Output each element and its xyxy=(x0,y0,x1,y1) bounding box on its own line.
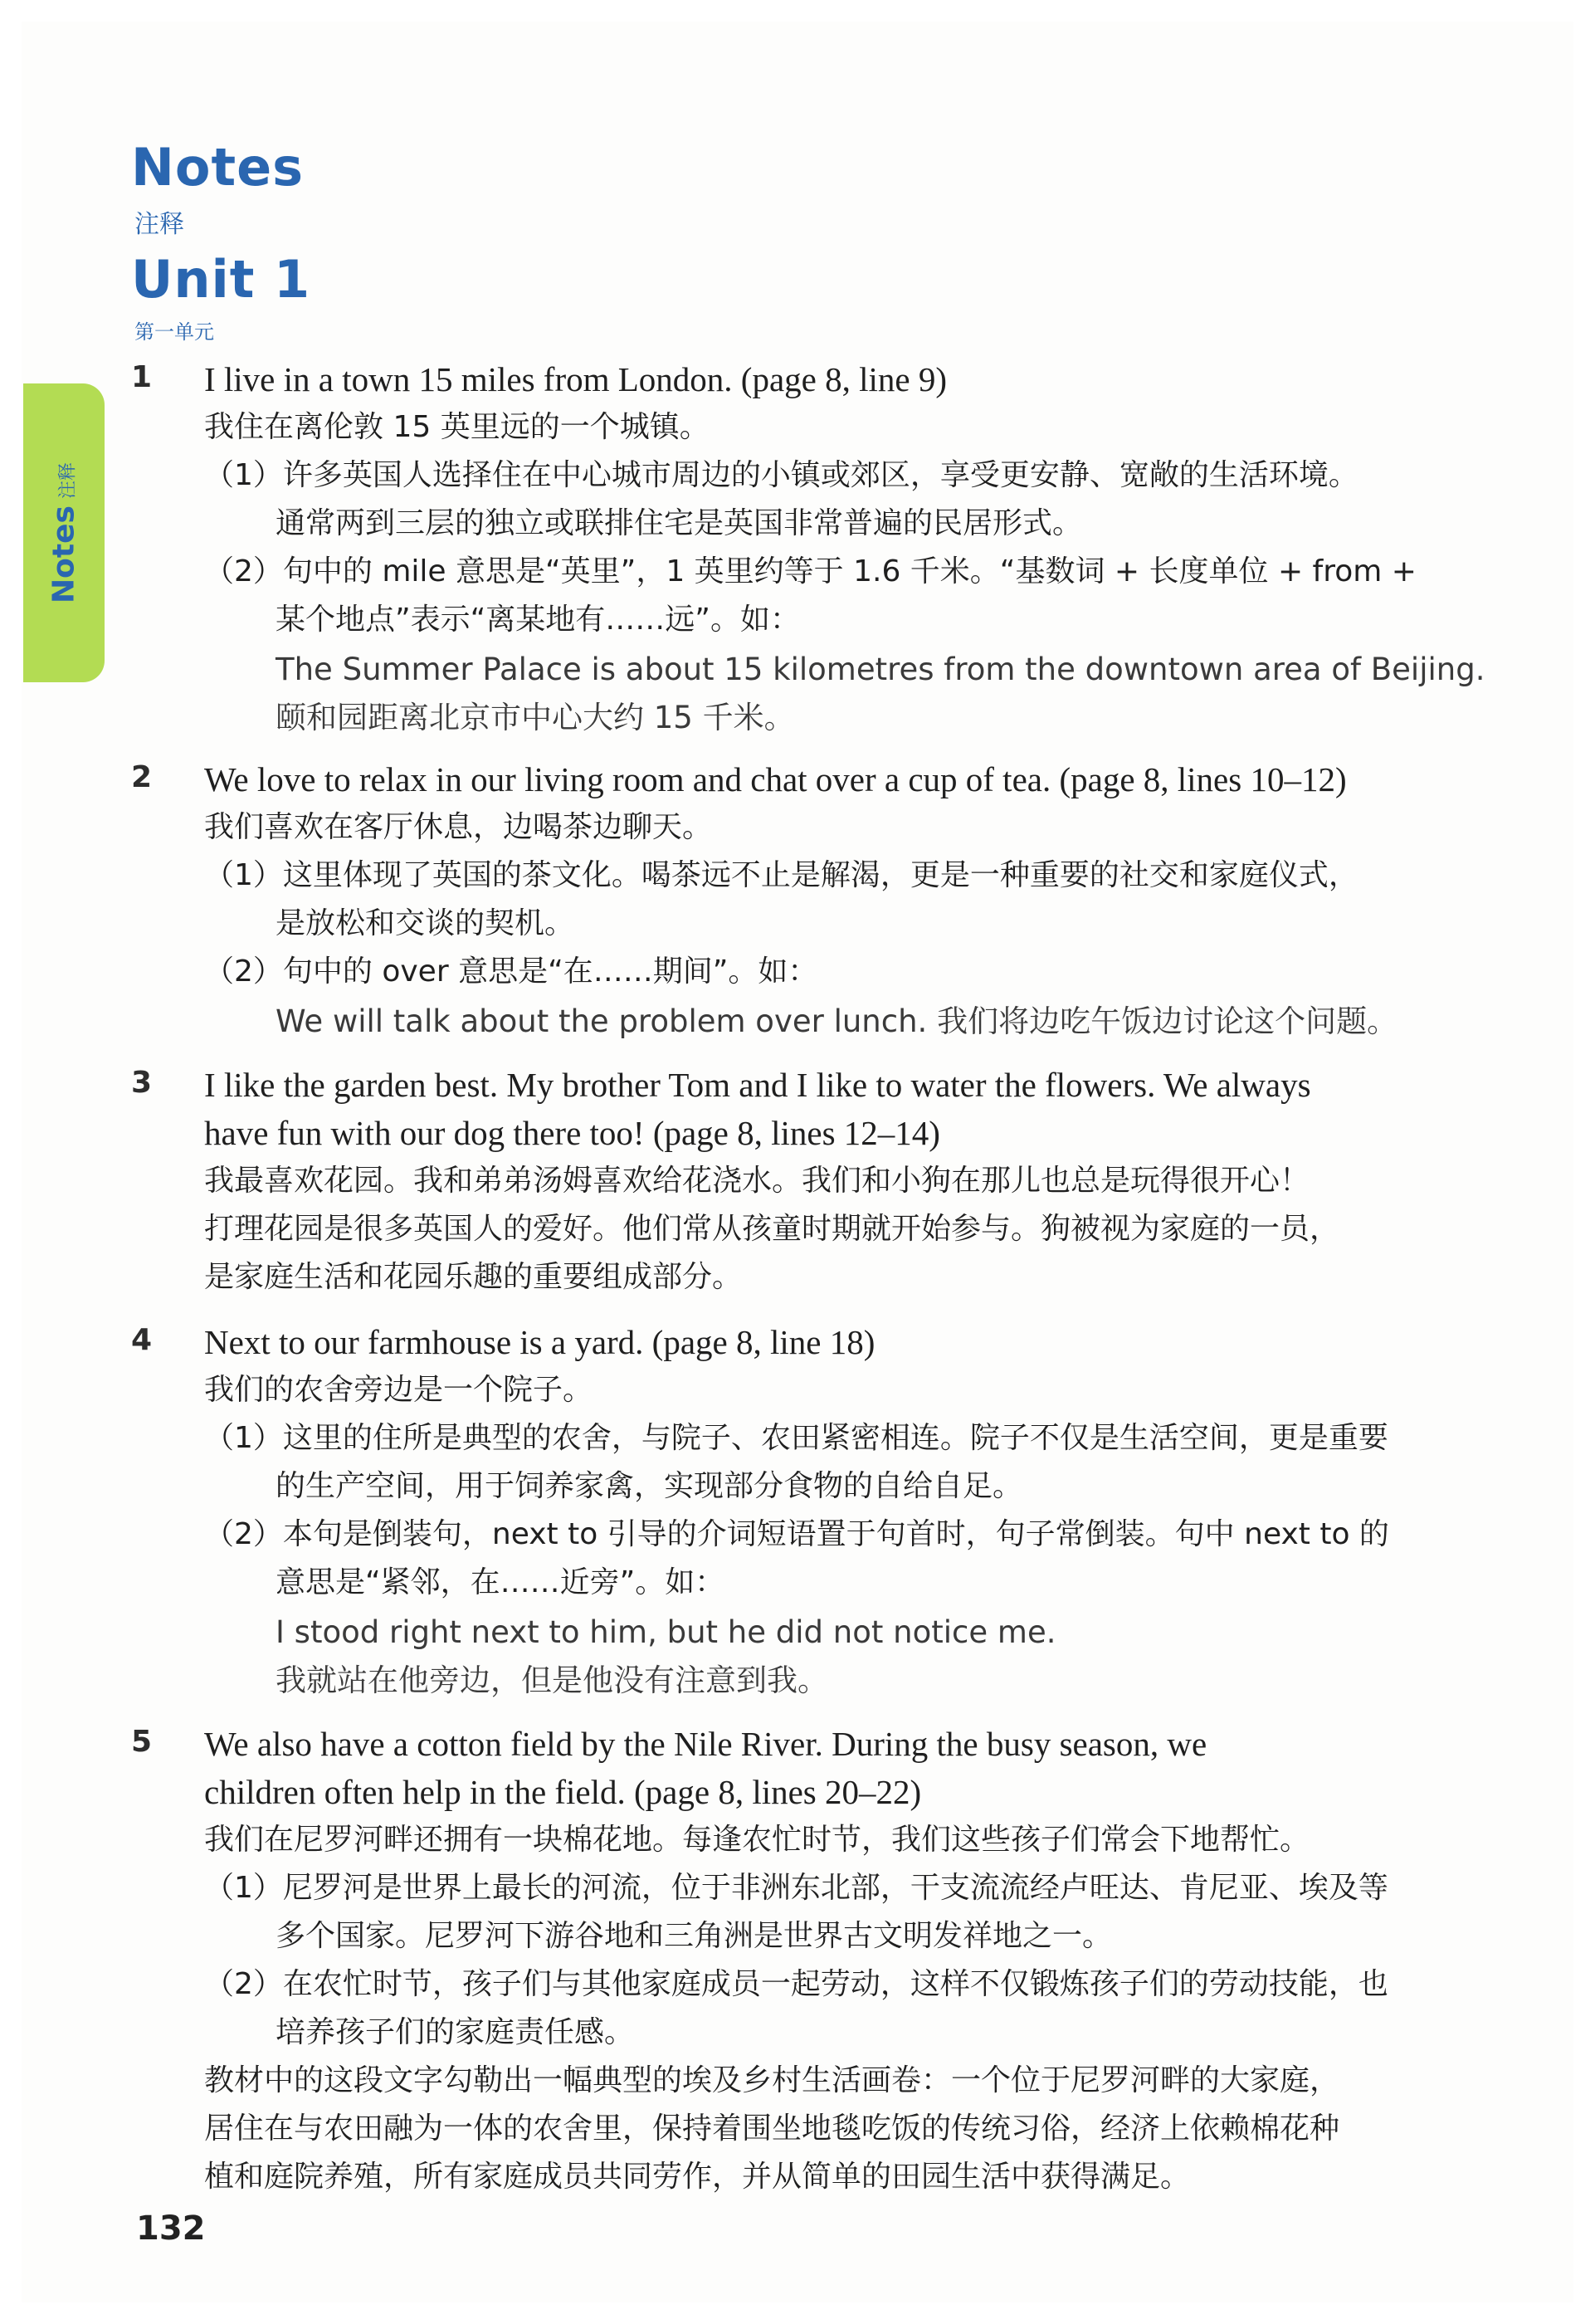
note-translation: 我们在尼罗河畔还拥有一块棉花地。每逢农忙时节，我们这些孩子们常会下地帮忙。 xyxy=(204,1823,1310,1857)
page-number: 132 xyxy=(136,2209,206,2248)
note-explanation: （2）句中的 mile 意思是“英里”，1 英里约等于 1.6 千米。“基数词 + 长度单位 + from + xyxy=(204,554,1417,588)
side-tab-zh: 注释 xyxy=(57,462,79,500)
note-explanation: 打理花园是很多英国人的爱好。他们常从孩童时期就开始参与。狗被视为家庭的一员， xyxy=(204,1212,1340,1246)
note-example: We will talk about the problem over lunch. 我们将边吃午饭边讨论这个问题。 xyxy=(276,1003,1398,1039)
note-example: 我就站在他旁边，但是他没有注意到我。 xyxy=(276,1662,828,1698)
note-explanation: （1）尼罗河是世界上最长的河流，位于非洲东北部，干支流流经卢旺达、肯尼亚、埃及等 xyxy=(204,1871,1388,1905)
note-explanation: 是放松和交谈的契机。 xyxy=(276,906,575,940)
note-number: 4 xyxy=(131,1323,153,1357)
note-explanation: （1）许多英国人选择住在中心城市周边的小镇或郊区，享受更安静、宽敞的生活环境。 xyxy=(204,458,1358,492)
note-sentence: I like the garden best. My brother Tom and I like to water the flowers. We always xyxy=(204,1066,1311,1104)
page-title-zh: 注释 xyxy=(134,210,184,239)
note-example: I stood right next to him, but he did not notice me. xyxy=(276,1614,1056,1650)
unit-title-zh: 第一单元 xyxy=(134,320,214,344)
note-explanation: （2）本句是倒装句，next to 引导的介词短语置于句首时，句子常倒装。句中 next to 的 xyxy=(204,1517,1389,1551)
note-explanation: 教材中的这段文字勾勒出一幅典型的埃及乡村生活画卷：一个位于尼罗河畔的大家庭， xyxy=(204,2063,1340,2097)
side-tab-en: Notes xyxy=(46,505,81,603)
note-explanation: 通常两到三层的独立或联排住宅是英国非常普遍的民居形式。 xyxy=(276,506,1083,540)
side-tab-label xyxy=(47,462,81,603)
note-sentence: have fun with our dog there too! (page 8, lines 12–14) xyxy=(204,1114,940,1152)
note-translation: 我住在离伦敦 15 英里远的一个城镇。 xyxy=(204,410,710,444)
unit-title: Unit 1 xyxy=(131,249,311,310)
note-example: 颐和园距离北京市中心大约 15 千米。 xyxy=(276,700,795,735)
note-number: 1 xyxy=(131,360,153,394)
note-explanation: 某个地点”表示“离某地有……远”。如： xyxy=(276,603,800,637)
note-sentence: We love to relax in our living room and chat over a cup of tea. (page 8, lines 10–12) xyxy=(204,760,1347,798)
note-number: 2 xyxy=(131,760,153,794)
note-translation: 我们的农舍旁边是一个院子。 xyxy=(204,1373,593,1407)
note-explanation: 是家庭生活和花园乐趣的重要组成部分。 xyxy=(204,1260,743,1294)
note-explanation: 植和庭院养殖，所有家庭成员共同劳作，并从简单的田园生活中获得满足。 xyxy=(204,2160,1191,2194)
page-title: Notes xyxy=(131,137,305,198)
note-sentence: I live in a town 15 miles from London. (page 8, line 9) xyxy=(204,360,947,398)
side-tab xyxy=(23,383,105,682)
note-explanation: 居住在与农田融为一体的农舍里，保持着围坐地毯吃饭的传统习俗，经济上依赖棉花种 xyxy=(204,2112,1340,2146)
note-explanation: （2）句中的 over 意思是“在……期间”。如： xyxy=(204,954,818,989)
note-example: The Summer Palace is about 15 kilometres from the downtown area of Beijing. xyxy=(276,652,1485,687)
note-number: 5 xyxy=(131,1725,153,1759)
note-explanation: 意思是“紧邻，在……近旁”。如： xyxy=(276,1565,725,1599)
note-sentence: children often help in the field. (page 8, lines 20–22) xyxy=(204,1773,922,1811)
note-explanation: 的生产空间，用于饲养家禽，实现部分食物的自给自足。 xyxy=(276,1469,1023,1503)
note-explanation: （1）这里的住所是典型的农舍，与院子、农田紧密相连。院子不仅是生活空间，更是重要 xyxy=(204,1421,1388,1455)
note-explanation: 培养孩子们的家庭责任感。 xyxy=(276,2015,635,2049)
note-explanation: 多个国家。尼罗河下游谷地和三角洲是世界古文明发祥地之一。 xyxy=(276,1919,1113,1953)
note-sentence: Next to our farmhouse is a yard. (page 8, line 18) xyxy=(204,1323,876,1361)
note-translation: 我们喜欢在客厅休息，边喝茶边聊天。 xyxy=(204,810,713,844)
note-explanation: （1）这里体现了英国的茶文化。喝茶远不止是解渴，更是一种重要的社交和家庭仪式， xyxy=(204,858,1358,892)
note-sentence: We also have a cotton field by the Nile River. During the busy season, we xyxy=(204,1725,1207,1763)
note-number: 3 xyxy=(131,1066,153,1100)
note-translation: 我最喜欢花园。我和弟弟汤姆喜欢给花浇水。我们和小狗在那儿也总是玩得很开心！ xyxy=(204,1164,1310,1198)
note-explanation: （2）在农忙时节，孩子们与其他家庭成员一起劳动，这样不仅锻炼孩子们的劳动技能，也 xyxy=(204,1967,1388,2001)
